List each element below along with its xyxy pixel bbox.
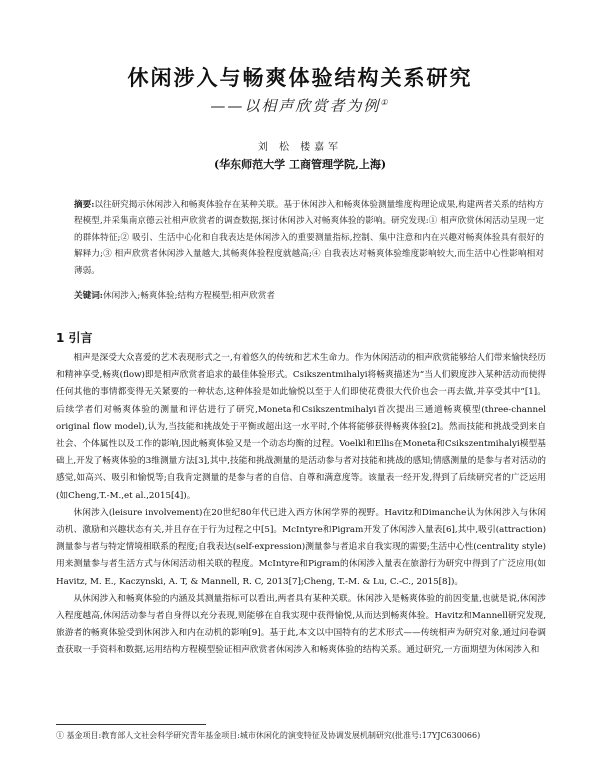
abstract [74,197,544,279]
author-affiliation: (华东师范大学 工商管理学院,上海) [213,158,387,171]
keywords-label: 关键词: [74,291,103,301]
body-text [56,350,546,660]
paper-title: 休闲涉入与畅爽体验结构关系研究 [127,66,473,90]
body-paragraph: 休闲涉入(leisure involvement)在20世纪80年代已进入西方休闲学界的视野。Havitz和Dimanche认为休闲涉入与休闲动机、激励和兴趣状态有关,并且存在于行为过程之中[5]。McIntyre和Pigram开发了休闲涉入量表[6],其中,吸引(attraction)测量参与者与特定情境相联系的程度;自我表达(self-expression)测量参与者追求自我实现的需要;生活中心性(centrality style)用来测量参与者生活方式与休闲活动相关联的程度。McIntyre和Pigram的休闲涉入量表在旅游行为研究中得到了广泛应用(如Havitz, M. E., Kaczynski, A. T, & Mannell, R. C, 2013[7];Cheng, T.-M. & Lu, C.-C., 2015[8])。 [56,507,546,587]
keywords [74,289,544,303]
section-heading: 1 引言 [56,331,93,345]
footnote: ① 基金项目:教育部人文社会科学研究青年基金项目:城市休闲化的演变特征及协调发展机制研究(批准号:17YJC630066) [56,731,481,740]
body-paragraph: 相声是深受大众喜爱的艺术表现形式之一,有着悠久的传统和艺术生命力。作为休闲活动的相声欣赏能够给人们带来愉快经历和精神享受,畅爽(flow)即是相声欣赏者追求的最佳体验形式。Csikszentmihalyi将畅爽描述为“当人们毅度涉入某种活动而使得任何其他的事情都变得无关紧要的一种状态,这种体验是如此愉悦以至于人们即使花费很大代价也会一再去做,并享受其中”[1]。后续学者们对畅爽体验的测量和评估进行了研究,Moneta和Csikszentmihalyi首次提出三通道畅爽模型(three-channel original flow model),认为,当技能和挑战处于平衡或超出这一水平时,个体将能够获得畅爽体验[2]。然而技能和挑战受到来自社会、个体属性以及工作的影响,因此畅爽体验又是一个动态均衡的过程。Voelkl和Ellis在Moneta和Csikszentmihalyi模型基础上,开发了畅爽体验的3维测量方法[3],其中,技能和挑战测量的是活动参与者对技能和挑战的感知;情感测量的是参与者对活动的感觉,如高兴、吸引和愉悦等;自我肯定测量的是参与者的自信、自尊和满意度等。该量表一经开发,得到了后续研究者的广泛运用(如Cheng,T.-M.,et al.,2015[4])。 [56,353,546,501]
body-paragraph: 从休闲涉入和畅爽体验的内涵及其测量指标可以看出,两者具有某种关联。休闲涉入是畅爽体验的前因变量,也就是说,休闲涉入程度越高,休闲活动参与者自身得以充分表现,则能够在自我实现中获得愉悦,从而达到畅爽体验。Havitz和Mannell研究发现,旅游者的畅爽体验受到休闲涉入和内在动机的影响[9]。基于此,本文以中国特有的艺术形式——传统相声为研究对象,通过问卷调查获取一手资料和数据,运用结构方程模型验证相声欣赏者休闲涉入和畅爽体验的结构关系。通过研究,一方面期望为休闲涉入和 [56,593,546,656]
paper-subtitle [0,95,600,116]
footnote-divider [56,724,206,725]
subtitle-footnote-marker: ① [380,98,390,107]
abstract-text: 以往研究揭示休闲涉入和畅爽体验存在某种关联。基于休闲涉入和畅爽体验测量维度构理论成果,构建两者关系的结构方程模型,并采集南京德云社相声欣赏者的调查数据,探讨休闲涉入对畅爽体验的影响。研究发现:① 相声欣赏休闲活动呈现一定的群体特征;② 吸引、生活中心化和自我表达是休闲涉入的重要测量指标,控制、集中注意和内在兴趣对畅爽体验具有很好的解释力;③ 相声欣赏者休闲涉入量越大,其畅爽体验程度就越高;④ 自我表达对畅爽体验维度影响较大,而生活中心性影响相对薄弱。 [74,200,544,276]
subtitle-text: ——以相声欣赏者为例 [210,97,381,115]
abstract-label: 摘要: [74,200,95,210]
keywords-text: 休闲涉入;畅爽体验;结构方程模型;相声欣赏者 [102,291,275,301]
author-list: 刘 松 楼嘉军 [257,142,343,153]
